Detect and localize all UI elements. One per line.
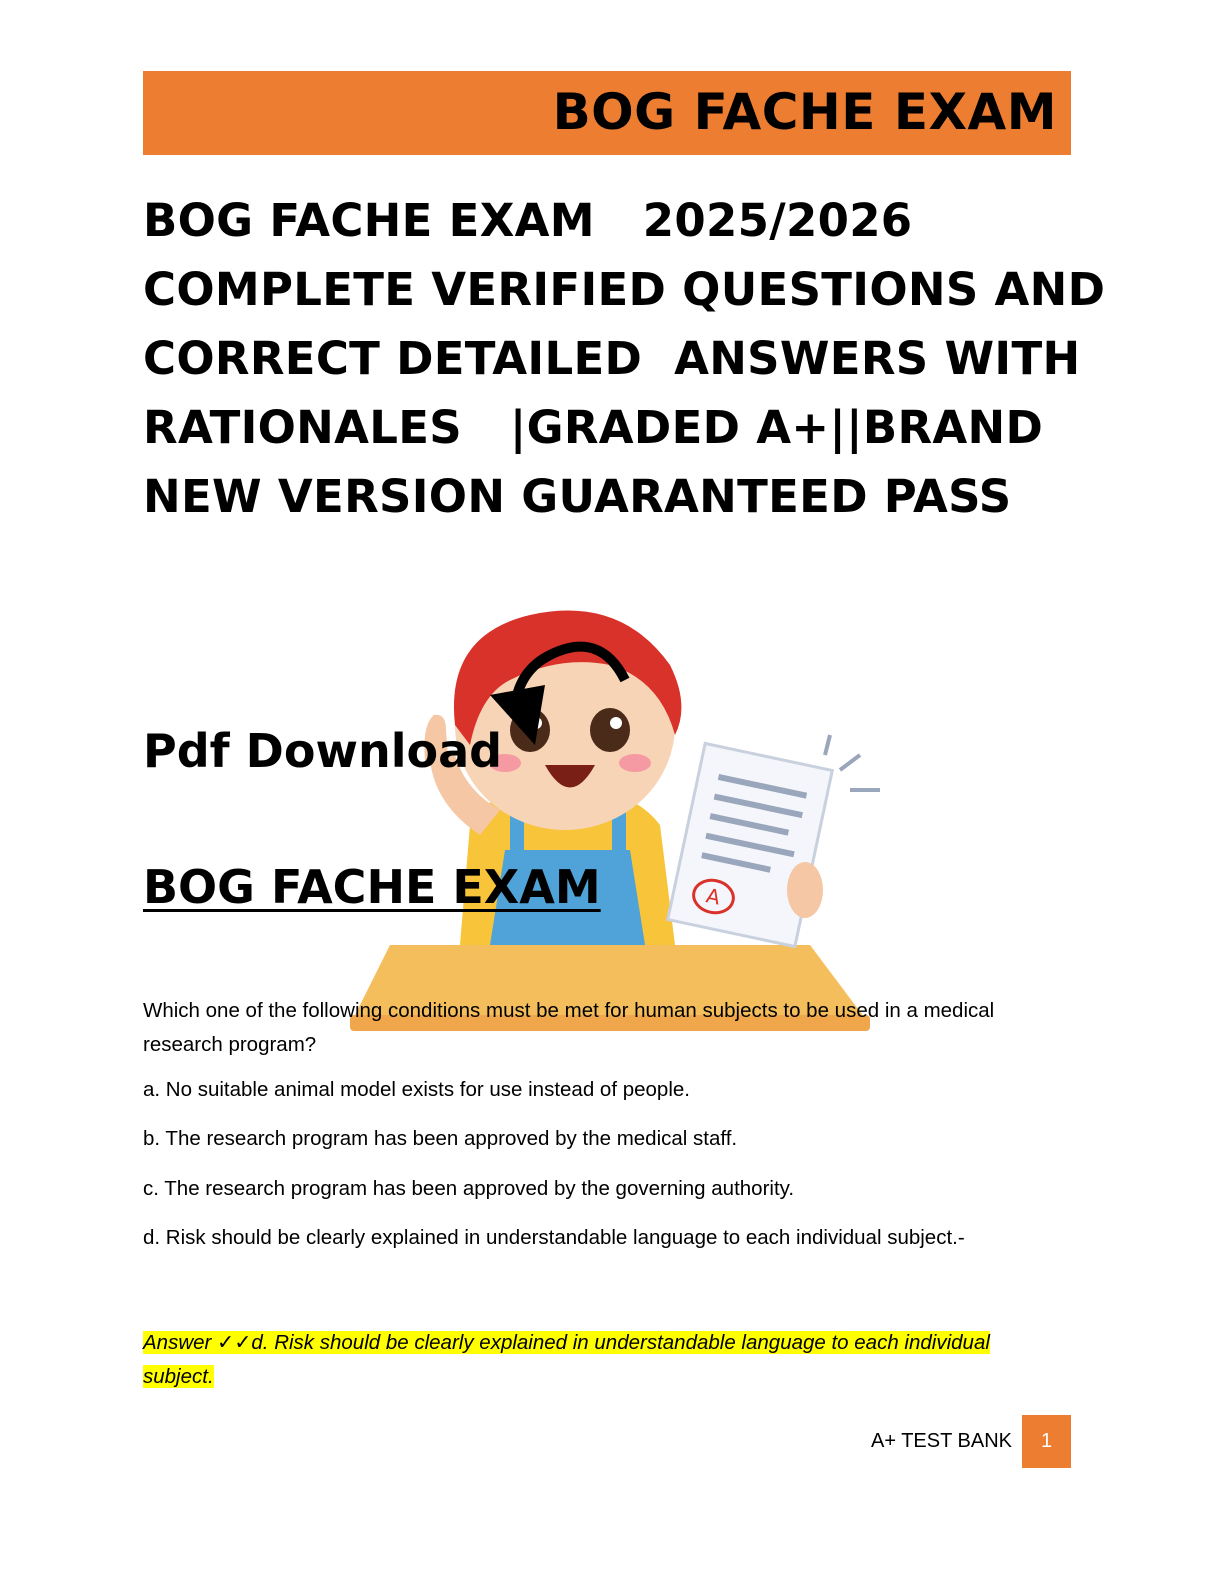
title-line: NEW VERSION GUARANTEED PASS xyxy=(143,470,1012,523)
document-title xyxy=(143,186,1106,531)
title-line: RATIONALES |GRADED A+||BRAND xyxy=(143,401,1044,454)
eye-shape xyxy=(590,708,630,752)
option-a: a. No suitable animal model exists for use instead of people. xyxy=(143,1078,690,1101)
question-text: Which one of the following conditions must be met for human subjects to be used in a medical research program? xyxy=(143,999,995,1056)
grade-badge: A xyxy=(704,883,723,910)
page-number: 1 xyxy=(1022,1415,1071,1468)
answer-highlight: Answer ✓✓d. Risk should be clearly explained in understandable language to each individual subject. xyxy=(143,1331,990,1388)
footer-label: A+ TEST BANK xyxy=(871,1430,1012,1452)
header-title: BOG FACHE EXAM xyxy=(552,83,1057,141)
header-bar xyxy=(143,71,1071,155)
title-line: BOG FACHE EXAM 2025/2026 xyxy=(143,194,913,247)
option-d: d. Risk should be clearly explained in understandable language to each individual subject.- xyxy=(143,1226,965,1249)
cheek-shape xyxy=(619,754,651,772)
title-line: COMPLETE VERIFIED QUESTIONS AND xyxy=(143,263,1106,316)
answer-text xyxy=(143,1326,1043,1394)
hand-shape xyxy=(787,862,823,918)
title-line: CORRECT DETAILED ANSWERS WITH xyxy=(143,332,1081,385)
option-c: c. The research program has been approved by the governing authority. xyxy=(143,1177,795,1200)
pdf-download-heading: Pdf Download xyxy=(143,724,503,778)
section-heading: BOG FACHE EXAM xyxy=(143,860,601,914)
option-b: b. The research program has been approved by the medical staff. xyxy=(143,1127,738,1150)
cartoon-child-illustration xyxy=(330,585,890,1045)
